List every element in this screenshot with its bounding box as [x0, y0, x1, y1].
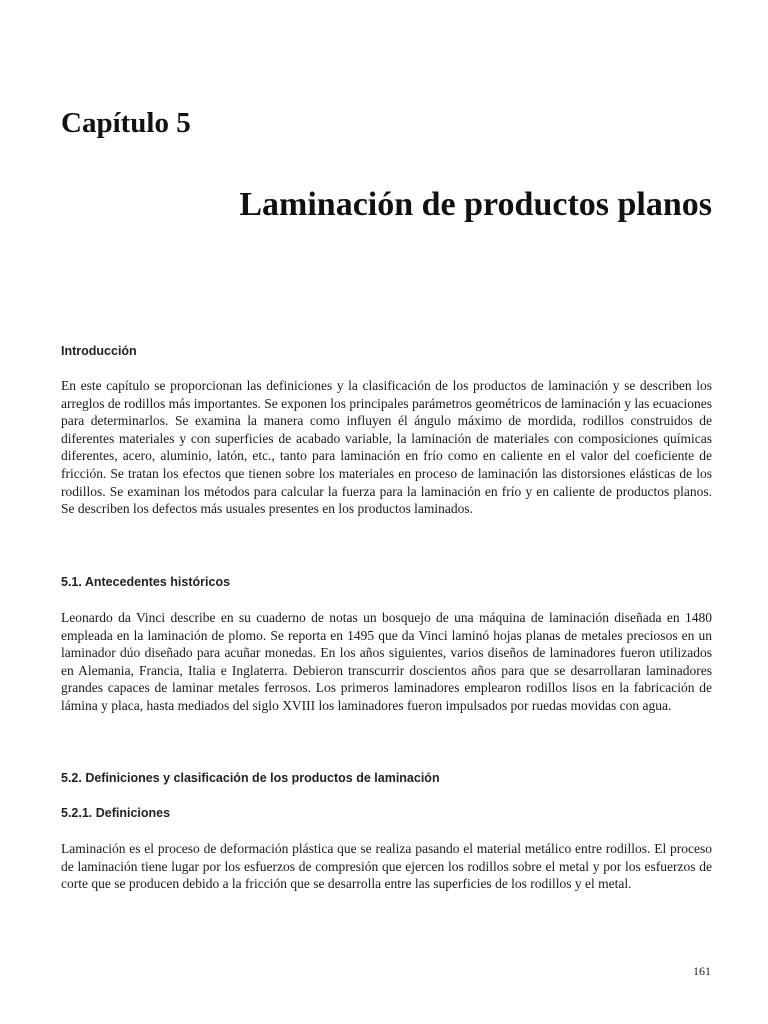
page-number: 161 — [693, 964, 711, 978]
paragraph-historical-background: Leonardo da Vinci describe en su cuaderno de notas un bosquejo de una máquina de laminación diseñada en 1480 empleada en la laminación de plomo. Se reporta en 1495 que da Vinci laminó hojas planas de metales preciosos en un laminador dúo diseñado para acuñar monedas. En los años siguientes, varios diseños de laminadores fueron utilizados en Alemania, Francia, Italia e Inglaterra. Debieron transcurrir doscientos años para que se desarrollaran laminadores grandes capaces de laminar metales ferrosos. Los primeros laminadores emplearon rodillos lisos en la fabricación de lámina y placa, hasta mediados del siglo XVIII los laminadores fueron impulsados por ruedas movidas con agua. — [61, 610, 712, 713]
paragraph-definitions: Laminación es el proceso de deformación plástica que se realiza pasando el material metálico entre rodillos. El proceso de laminación tiene lugar por los esfuerzos de compresión que ejercen los rodillos sobre el metal y por los esfuerzos de corte que se producen debido a la fricción que se desarrolla entre las superficies de los rodillos y el metal. — [61, 841, 712, 892]
paragraph-introduction: En este capítulo se proporcionan las definiciones y la clasificación de los productos de laminación y se describen los arreglos de rodillos más importantes. Se exponen los principales parámetros geométricos de laminación y las ecuaciones para determinarlos. Se examina la manera como influyen él ángulo máximo de mordida, rodillos construidos de diferentes materiales y con superficies de acabado variable, la laminación de materiales con composiciones químicas diferentes, acero, aluminio, latón, etc., tanto para laminación en frío como en caliente en el valor del coeficiente de fricción. Se tratan los efectos que tienen sobre los materiales en proceso de laminación las distorsiones elásticas de los rodillos. Se examinan los métodos para calcular la fuerza para la laminación en frío y en caliente de productos planos. Se describen los defectos más usuales presentes en los productos laminados. — [61, 378, 712, 517]
section-heading-historical-background: 5.1. Antecedentes históricos — [61, 575, 231, 589]
chapter-title: Laminación de productos planos — [239, 186, 712, 223]
subsection-heading-definitions: 5.2.1. Definiciones — [61, 806, 171, 820]
section-heading-introduction: Introducción — [61, 344, 137, 358]
section-heading-definitions-classification: 5.2. Definiciones y clasificación de los productos de laminación — [61, 771, 440, 785]
chapter-label: Capítulo 5 — [61, 107, 191, 139]
